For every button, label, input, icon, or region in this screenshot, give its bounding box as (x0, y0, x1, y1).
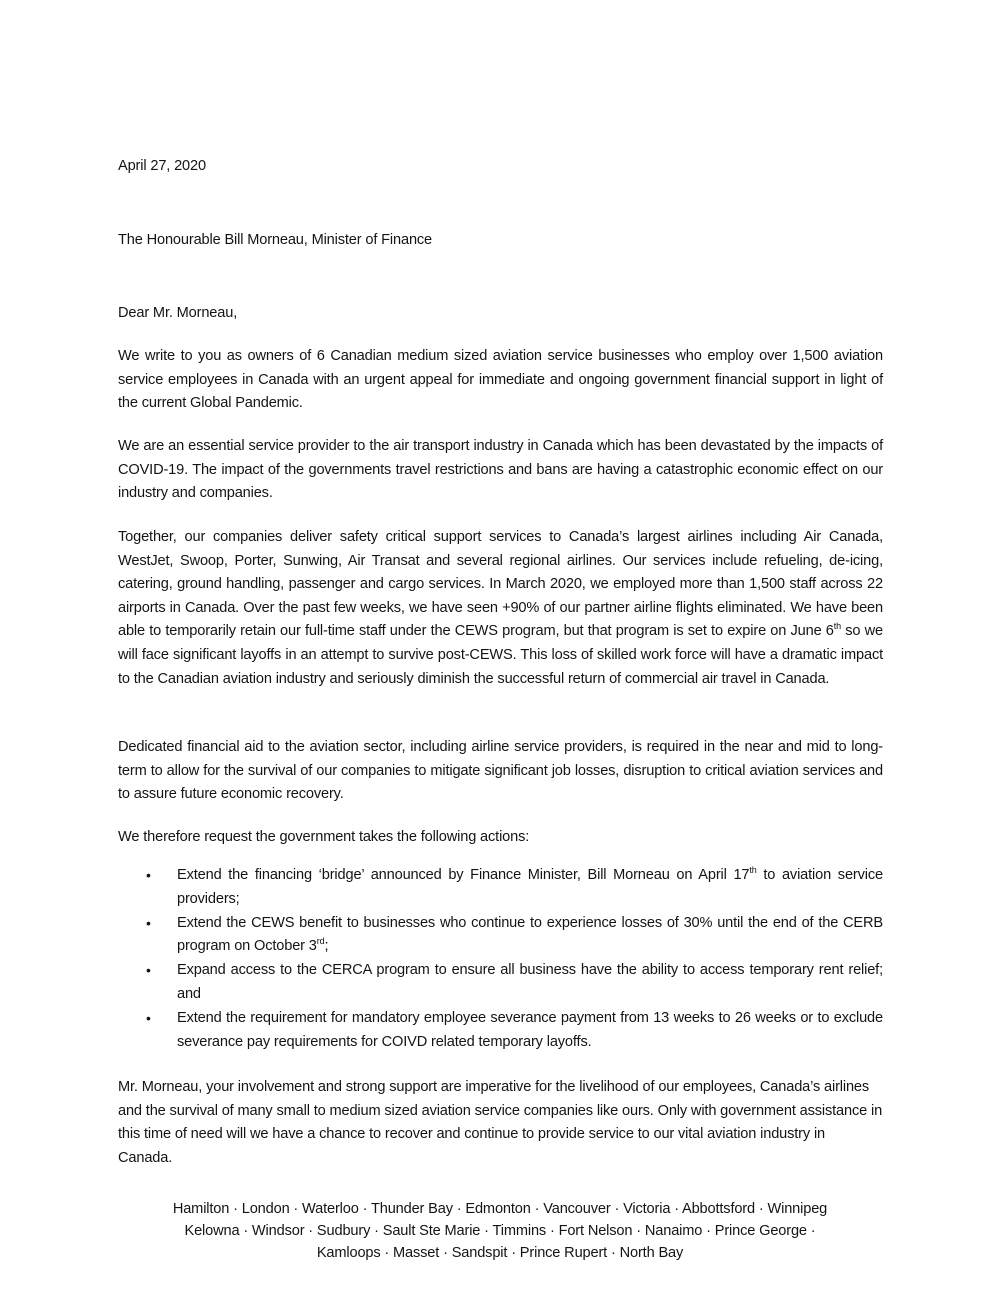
bullet-icon: • (146, 867, 151, 883)
footer-locations (100, 1198, 900, 1264)
footer-locations-line: Hamilton · London · Waterloo · Thunder Bay · Edmonton · Vancouver · Victoria · Abbottsford · Winnipeg (172, 1201, 828, 1217)
bullet-icon: • (146, 962, 151, 979)
list-item (118, 864, 883, 911)
list-item (118, 1007, 883, 1054)
action-text: to aviation service providers; (177, 867, 883, 907)
requested-actions-list (118, 864, 883, 1055)
paragraph-text: Together, our companies deliver safety critical support services to Canada’s largest airlines including Air Canada, WestJet, Swoop, Porter, Sunwing, Air Transat and several regional airlines. Our services include refueling, de-icing, catering, ground handling, passenger and cargo services. In March 2020, we employed more than 1,500 staff across 22 airports in Canada. Over the past few weeks, we have seen +90% of our partner airline flights eliminated. We have been able to temporarily retain our full-time staff under the CEWS program, but that program is set to expire on June 6 (118, 529, 883, 640)
letter-date: April 27, 2020 (118, 158, 206, 174)
action-text: Extend the requirement for mandatory employee severance payment from 13 weeks to 26 weeks or to exclude severance pay requirements for COIVD related temporary layoffs. (177, 1010, 883, 1050)
paragraph-closing: Mr. Morneau, your involvement and strong support are imperative for the livelihood of our employees, Canada’s airlines and the survival of many small to medium sized aviation service companies like ours. Only with government assistance in this time of need will we have a chance to recover and continue to provide service to our vital aviation industry in Canada. (118, 1079, 883, 1166)
action-text: Extend the CEWS benefit to businesses who continue to experience losses of 30% until the end of the CERB program on October 3 (177, 914, 883, 955)
footer-locations-line: Kamloops · Masset · Sandspit · Prince Rupert · North Bay (316, 1245, 684, 1261)
action-text: ; (324, 938, 329, 955)
ordinal-suffix: th (749, 865, 757, 876)
letter-salutation: Dear Mr. Morneau, (118, 305, 238, 321)
paragraph-services-impact (118, 526, 883, 691)
letter-recipient: The Honourable Bill Morneau, Minister of Finance (118, 232, 433, 248)
paragraph-introduction: We write to you as owners of 6 Canadian medium sized aviation service businesses who employ over 1,500 aviation service employees in Canada with an urgent appeal for immediate and ongoing government financial support in light of the current Global Pandemic. (118, 348, 883, 412)
paragraph-essential-service: We are an essential service provider to the air transport industry in Canada which has been devastated by the impacts of COVID-19. The impact of the governments travel restrictions and bans are having a catastrophic economic effect on our industry and companies. (118, 438, 883, 502)
paragraph-financial-aid: Dedicated financial aid to the aviation sector, including airline service providers, is required in the near and mid to long-term to allow for the survival of our companies to mitigate significant job losses, disruption to critical aviation services and to assure future economic recovery. (118, 739, 883, 803)
paragraph-text: so we will face significant layoffs in an attempt to survive post-CEWS. This loss of skilled work force will have a dramatic impact to the Canadian aviation industry and seriously diminish the successful return of commercial air travel in Canada. (118, 623, 883, 687)
action-text: Expand access to the CERCA program to ensure all business have the ability to access temporary rent relief; and (177, 962, 883, 1002)
paragraph-request-intro: We therefore request the government takes the following actions: (118, 829, 530, 845)
ordinal-suffix: th (833, 621, 841, 632)
footer-locations-line: Kelowna · Windsor · Sudbury · Sault Ste Marie · Timmins · Fort Nelson · Nanaimo · Prince George · (184, 1223, 816, 1239)
bullet-icon: • (146, 1010, 151, 1027)
list-item (118, 912, 883, 959)
list-item (118, 959, 883, 1006)
ordinal-suffix: rd (316, 936, 325, 947)
action-text: Extend the financing ‘bridge’ announced by Finance Minister, Bill Morneau on April 17 (177, 867, 750, 883)
bullet-icon: • (146, 914, 151, 931)
